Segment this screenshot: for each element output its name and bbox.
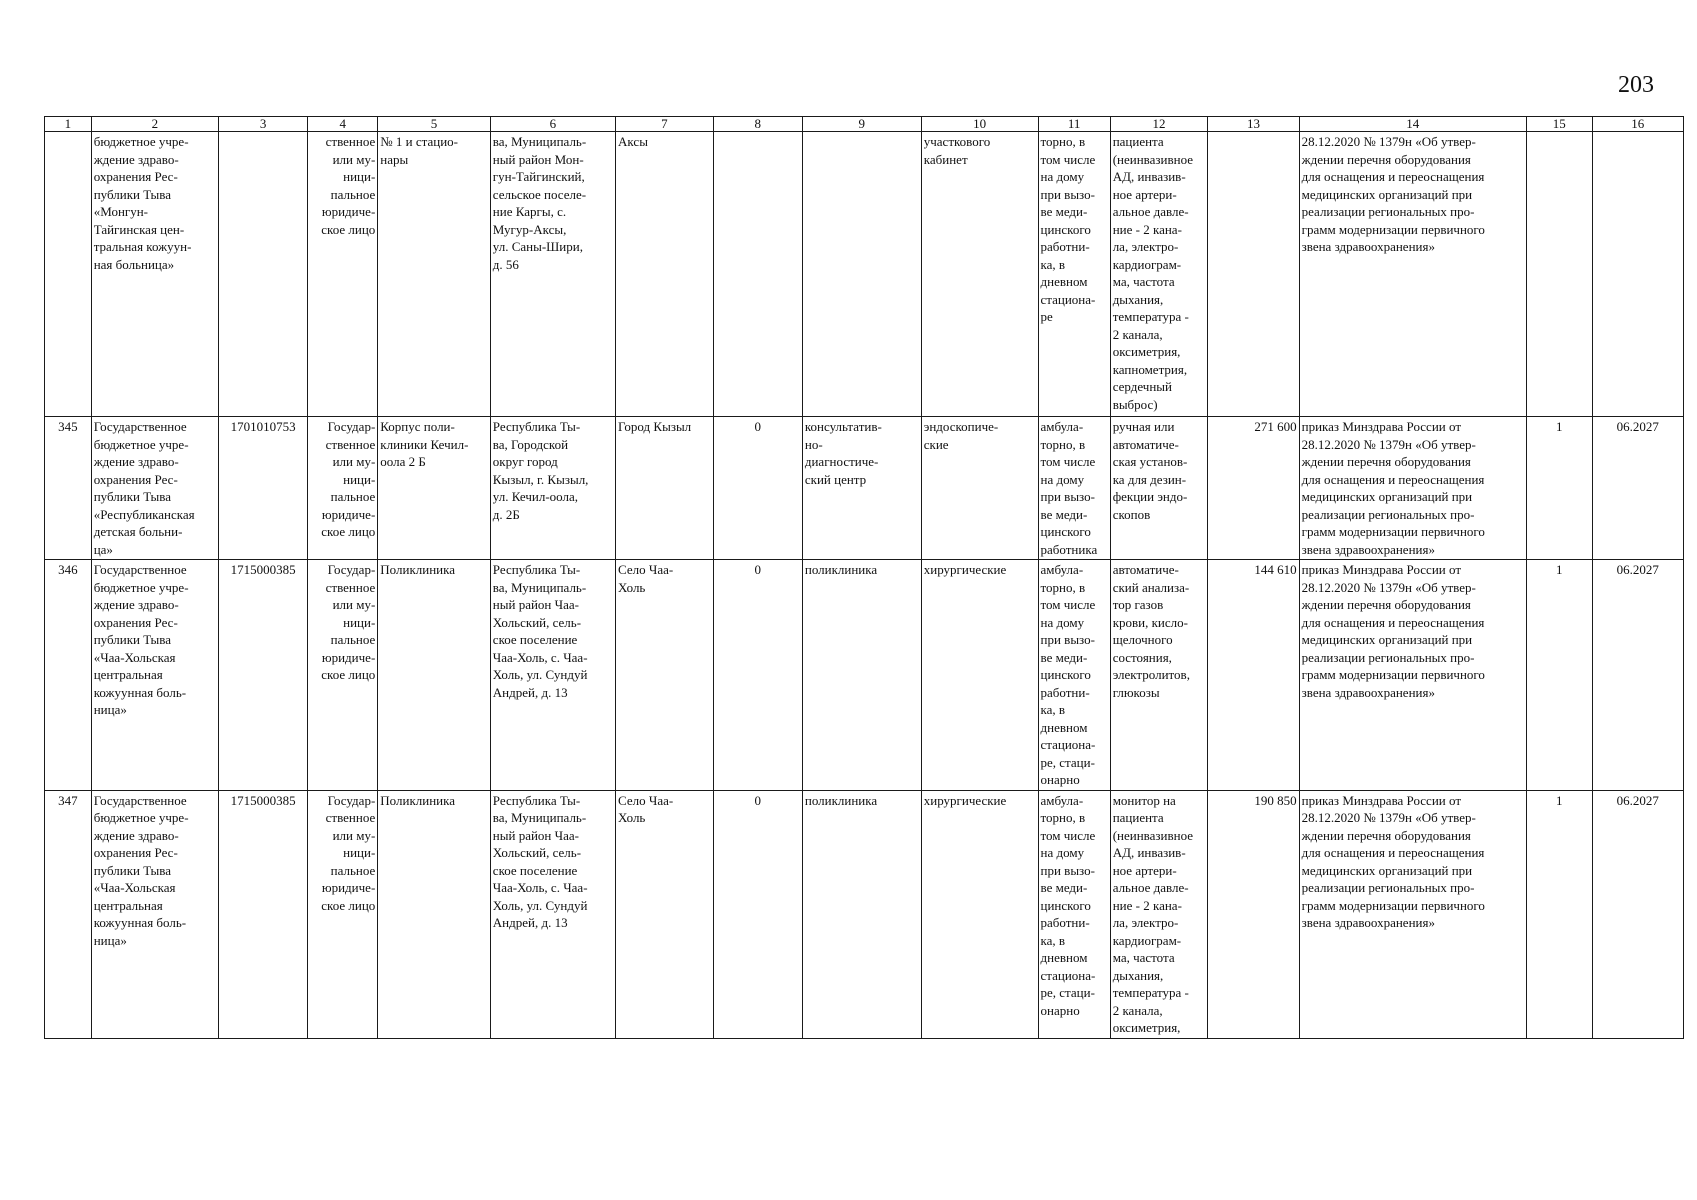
quantity-cell <box>1526 132 1592 417</box>
row-number-cell: 346 <box>45 560 92 791</box>
column-number: 16 <box>1592 117 1683 132</box>
col8-cell: 0 <box>713 417 802 560</box>
legal-form-cell: Государ- ственное или му- ници- пальное юридиче- ское лицо <box>308 790 378 1038</box>
equipment-cell: автоматиче- ский анализа- тор газов крови, кисло- щелочного состояния, электролитов, глюкозы <box>1110 560 1208 791</box>
column-number: 9 <box>802 117 921 132</box>
price-cell <box>1208 132 1299 417</box>
inn-cell: 1701010753 <box>219 417 308 560</box>
inn-cell <box>219 132 308 417</box>
column-number: 14 <box>1299 117 1526 132</box>
inn-cell: 1715000385 <box>219 560 308 791</box>
table-row <box>45 132 1684 417</box>
settlement-cell: Село Чаа- Холь <box>616 790 714 1038</box>
col8-cell: 0 <box>713 560 802 791</box>
equipment-cell: пациента (неинвазивное АД, инвазив- ное артери- альное давле- ние - 2 кана- ла, электро- кардиограм- ма, частота дыхания, температура - 2 канала, оксиметрия, капнометрия, сердечный выброс) <box>1110 132 1208 417</box>
unit-type-cell: поликлиника <box>802 790 921 1038</box>
address-cell: ва, Муниципаль- ный район Мон- гун-Тайгинский, сельское поселе- ние Каргы, с. Мугур-Аксы, ул. Саны-Шири, д. 56 <box>490 132 615 417</box>
table-row <box>45 790 1684 1038</box>
column-number: 13 <box>1208 117 1299 132</box>
column-number: 4 <box>308 117 378 132</box>
settlement-cell: Город Кызыл <box>616 417 714 560</box>
care-conditions-cell: торно, в том числе на дому при вызо- ве меди- цинского работни- ка, в дневном стациона- ре <box>1038 132 1110 417</box>
quantity-cell: 1 <box>1526 560 1592 791</box>
column-number: 7 <box>616 117 714 132</box>
table-row <box>45 417 1684 560</box>
settlement-cell: Село Чаа- Холь <box>616 560 714 791</box>
building-cell: Поликлиника <box>378 790 491 1038</box>
column-number: 11 <box>1038 117 1110 132</box>
legal-basis-cell: приказ Минздрава России от 28.12.2020 № 1379н «Об утвер- ждении перечня оборудования для оснащения и переоснащения медицинских организаций при реализации региональных про- грамм модернизации первичного звена здравоохранения» <box>1299 417 1526 560</box>
quantity-cell: 1 <box>1526 790 1592 1038</box>
organization-name-cell: Государственное бюджетное учре- ждение здраво- охранения Рес- публики Тыва «Чаа-Хольская центральная кожуунная боль- ница» <box>91 790 218 1038</box>
date-cell: 06.2027 <box>1592 560 1683 791</box>
row-number-cell: 347 <box>45 790 92 1038</box>
unit-type-cell: поликлиника <box>802 560 921 791</box>
care-conditions-cell: амбула- торно, в том числе на дому при вызо- ве меди- цинского работника <box>1038 417 1110 560</box>
cabinet-cell: хирургические <box>921 560 1038 791</box>
row-number-cell: 345 <box>45 417 92 560</box>
address-cell: Республика Ты- ва, Городской округ город Кызыл, г. Кызыл, ул. Кечил-оола, д. 2Б <box>490 417 615 560</box>
column-number: 6 <box>490 117 615 132</box>
care-conditions-cell: амбула- торно, в том числе на дому при вызо- ве меди- цинского работни- ка, в дневном стациона- ре, стаци- онарно <box>1038 790 1110 1038</box>
legal-form-cell: Государ- ственное или му- ници- пальное юридиче- ское лицо <box>308 560 378 791</box>
column-number-row <box>45 117 1684 132</box>
price-cell: 190 850 <box>1208 790 1299 1038</box>
column-number: 2 <box>91 117 218 132</box>
date-cell: 06.2027 <box>1592 790 1683 1038</box>
date-cell <box>1592 132 1683 417</box>
col8-cell: 0 <box>713 790 802 1038</box>
legal-basis-cell: 28.12.2020 № 1379н «Об утвер- ждении перечня оборудования для оснащения и переоснащения медицинских организаций при реализации региональных про- грамм модернизации первичного звена здравоохранения» <box>1299 132 1526 417</box>
cabinet-cell: эндоскопиче- ские <box>921 417 1038 560</box>
care-conditions-cell: амбула- торно, в том числе на дому при вызо- ве меди- цинского работни- ка, в дневном стациона- ре, стаци- онарно <box>1038 560 1110 791</box>
row-number-cell <box>45 132 92 417</box>
column-number: 15 <box>1526 117 1592 132</box>
building-cell: Корпус поли- клиники Кечил- оола 2 Б <box>378 417 491 560</box>
cabinet-cell: участкового кабинет <box>921 132 1038 417</box>
quantity-cell: 1 <box>1526 417 1592 560</box>
column-number: 10 <box>921 117 1038 132</box>
legal-form-cell: ственное или му- ници- пальное юридиче- ское лицо <box>308 132 378 417</box>
settlement-cell: Аксы <box>616 132 714 417</box>
column-number: 3 <box>219 117 308 132</box>
inn-cell: 1715000385 <box>219 790 308 1038</box>
column-number: 1 <box>45 117 92 132</box>
organization-name-cell: Государственное бюджетное учре- ждение здраво- охранения Рес- публики Тыва «Чаа-Хольская центральная кожуунная боль- ница» <box>91 560 218 791</box>
equipment-cell: монитор на пациента (неинвазивное АД, инвазив- ное артери- альное давле- ние - 2 кана- ла, электро- кардиограм- ма, частота дыхания, температура - 2 канала, оксиметрия, <box>1110 790 1208 1038</box>
address-cell: Республика Ты- ва, Муниципаль- ный район Чаа- Хольский, сель- ское поселение Чаа-Холь, с. Чаа- Холь, ул. Сундуй Андрей, д. 13 <box>490 790 615 1038</box>
legal-form-cell: Государ- ственное или му- ници- пальное юридиче- ское лицо <box>308 417 378 560</box>
equipment-cell: ручная или автоматиче- ская установ- ка для дезин- фекции эндо- скопов <box>1110 417 1208 560</box>
organization-name-cell: Государственное бюджетное учре- ждение здраво- охранения Рес- публики Тыва «Республиканская детская больни- ца» <box>91 417 218 560</box>
legal-basis-cell: приказ Минздрава России от 28.12.2020 № 1379н «Об утвер- ждении перечня оборудования для оснащения и переоснащения медицинских организаций при реализации региональных про- грамм модернизации первичного звена здравоохранения» <box>1299 560 1526 791</box>
legal-basis-cell: приказ Минздрава России от 28.12.2020 № 1379н «Об утвер- ждении перечня оборудования для оснащения и переоснащения медицинских организаций при реализации региональных про- грамм модернизации первичного звена здравоохранения» <box>1299 790 1526 1038</box>
column-number: 8 <box>713 117 802 132</box>
col8-cell <box>713 132 802 417</box>
page-number: 203 <box>1618 72 1654 98</box>
price-cell: 271 600 <box>1208 417 1299 560</box>
price-cell: 144 610 <box>1208 560 1299 791</box>
register-table <box>44 116 1684 1039</box>
column-number: 5 <box>378 117 491 132</box>
cabinet-cell: хирургические <box>921 790 1038 1038</box>
column-number: 12 <box>1110 117 1208 132</box>
building-cell: № 1 и стацио- нары <box>378 132 491 417</box>
unit-type-cell <box>802 132 921 417</box>
organization-name-cell: бюджетное учре- ждение здраво- охранения Рес- публики Тыва «Монгун- Тайгинская цен- тральная кожуун- ная больница» <box>91 132 218 417</box>
table-row <box>45 560 1684 791</box>
unit-type-cell: консультатив- но- диагностиче- ский центр <box>802 417 921 560</box>
building-cell: Поликлиника <box>378 560 491 791</box>
date-cell: 06.2027 <box>1592 417 1683 560</box>
address-cell: Республика Ты- ва, Муниципаль- ный район Чаа- Хольский, сель- ское поселение Чаа-Холь, с. Чаа- Холь, ул. Сундуй Андрей, д. 13 <box>490 560 615 791</box>
